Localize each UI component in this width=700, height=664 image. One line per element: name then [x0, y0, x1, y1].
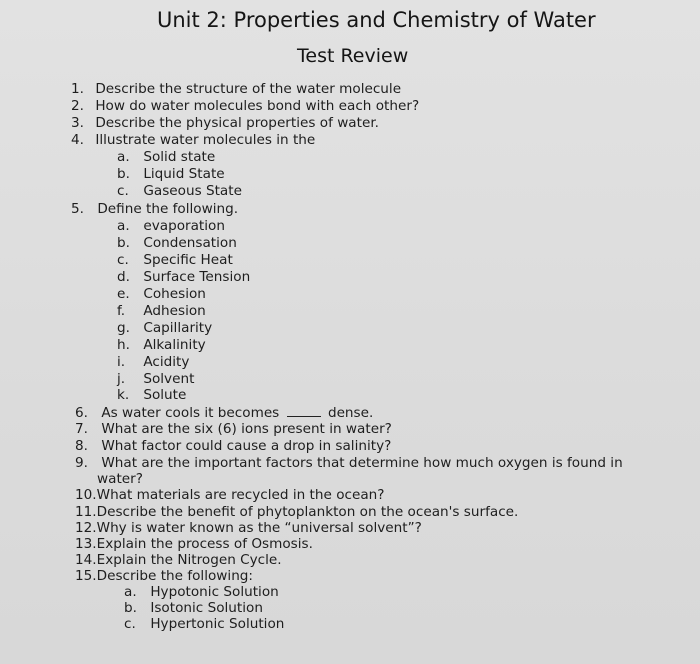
- question-5: 5. Define the following.: [71, 201, 239, 217]
- question-5-item-c: c. Specific Heat: [117, 252, 233, 268]
- question-5-item-a: a. evaporation: [117, 218, 225, 234]
- question-15-item-c: c. Hypertonic Solution: [124, 616, 285, 632]
- question-1: 1. Describe the structure of the water molecule: [71, 81, 402, 97]
- question-8: 8. What factor could cause a drop in salinity?: [75, 438, 392, 454]
- question-4: 4. Illustrate water molecules in the: [71, 132, 316, 148]
- question-6: 6. As water cools it becomes dense.: [75, 405, 374, 421]
- question-9-continuation: water?: [97, 471, 143, 487]
- question-4-item-a: a. Solid state: [117, 149, 216, 165]
- question-5-item-e: e. Cohesion: [117, 286, 206, 302]
- question-15: 15.Describe the following:: [75, 568, 254, 584]
- question-5-item-i: i. Acidity: [117, 354, 190, 370]
- question-9: 9. What are the important factors that determine how much oxygen is found in: [75, 455, 623, 471]
- question-5-item-d: d. Surface Tension: [117, 269, 251, 285]
- question-5-item-b: b. Condensation: [117, 235, 237, 251]
- question-5-item-g: g. Capillarity: [117, 320, 213, 336]
- question-15-item-a: a. Hypotonic Solution: [124, 584, 279, 600]
- question-13: 13.Explain the process of Osmosis.: [75, 536, 313, 552]
- question-5-item-f: f. Adhesion: [117, 303, 206, 319]
- question-12: 12.Why is water known as the “universal solvent”?: [75, 520, 422, 536]
- question-2: 2. How do water molecules bond with each other?: [71, 98, 420, 114]
- question-7: 7. What are the six (6) ions present in water?: [75, 421, 392, 437]
- question-4-item-c: c. Gaseous State: [117, 183, 242, 199]
- question-15-item-b: b. Isotonic Solution: [124, 600, 263, 616]
- question-5-item-j: j. Solvent: [117, 371, 195, 387]
- page-title: Unit 2: Properties and Chemistry of Water: [157, 8, 596, 32]
- answer-blank: [287, 404, 321, 417]
- question-5-item-k: k. Solute: [117, 387, 187, 403]
- question-10: 10.What materials are recycled in the ocean?: [75, 487, 385, 503]
- question-14: 14.Explain the Nitrogen Cycle.: [75, 552, 282, 568]
- question-4-item-b: b. Liquid State: [117, 166, 225, 182]
- question-3: 3. Describe the physical properties of water.: [71, 115, 379, 131]
- question-5-item-h: h. Alkalinity: [117, 337, 206, 353]
- question-11: 11.Describe the benefit of phytoplankton on the ocean's surface.: [75, 504, 519, 520]
- page-subtitle: Test Review: [297, 45, 409, 67]
